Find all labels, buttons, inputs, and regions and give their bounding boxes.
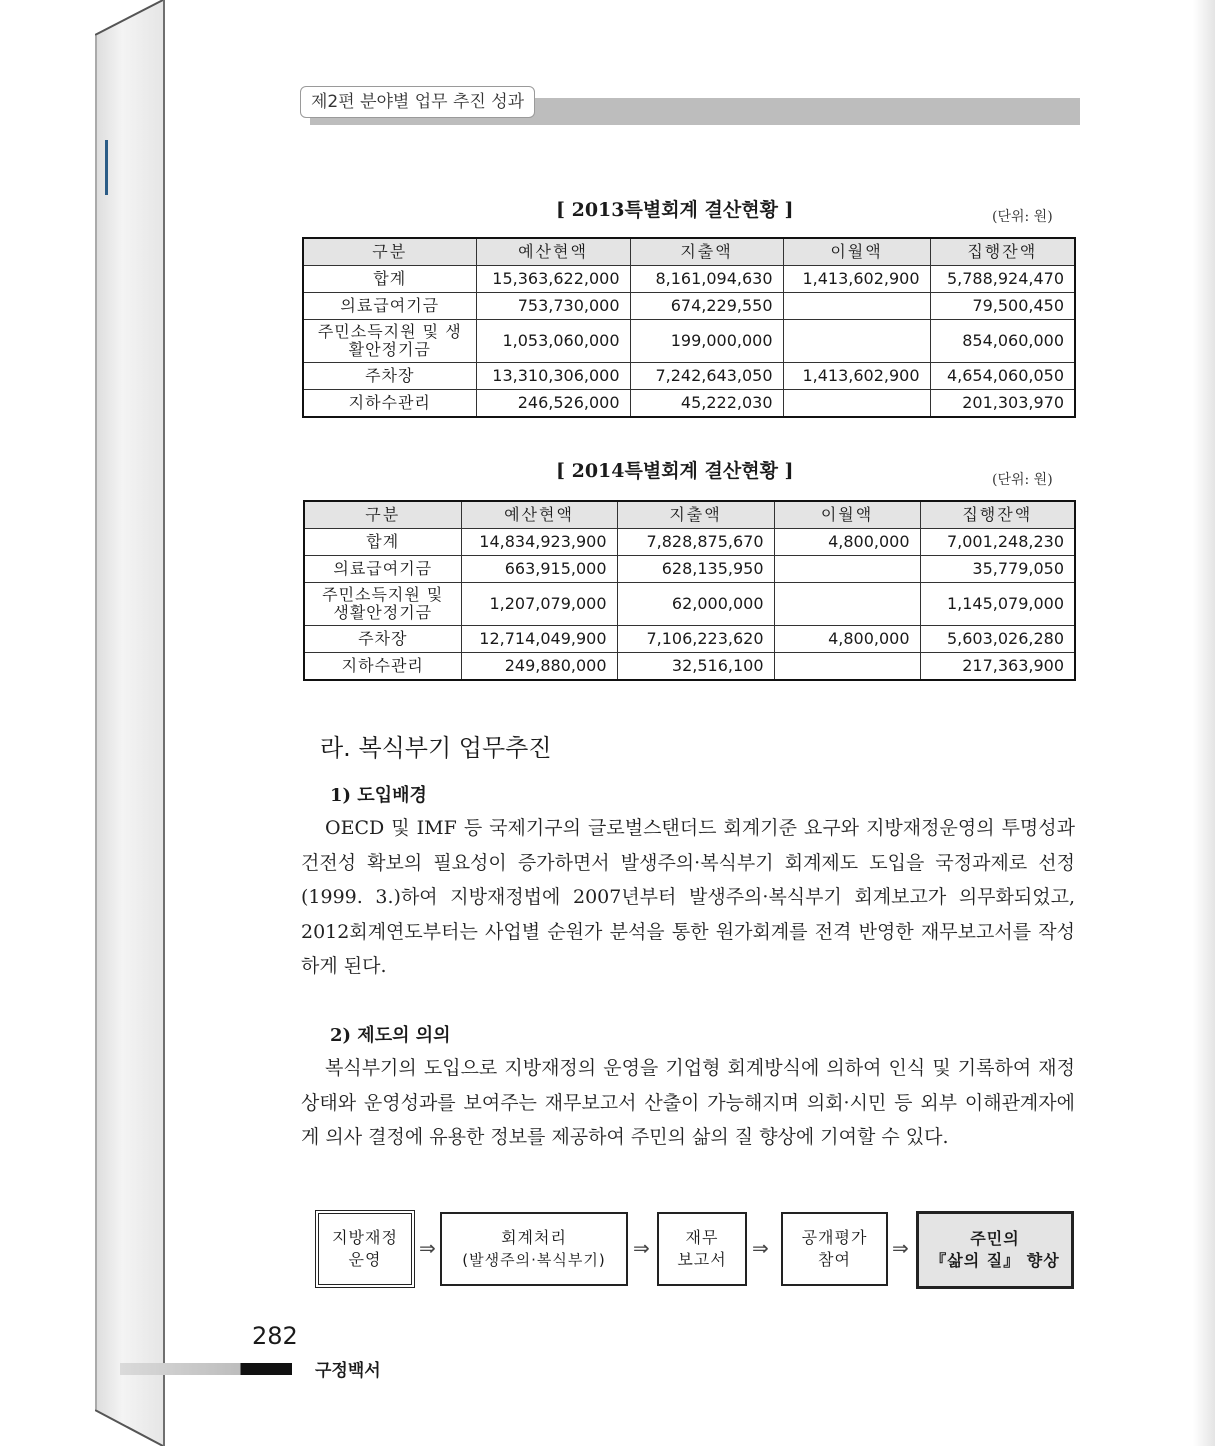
table-row: [303, 320, 1075, 363]
flow-box-quality-of-life: [916, 1211, 1074, 1289]
table-cell: 7,242,643,050: [630, 363, 783, 390]
table-cell: 4,654,060,050: [930, 363, 1075, 390]
table-cell: 7,001,248,230: [920, 529, 1075, 556]
chapter-title: 제2편 분야별 업무 추진 성과: [300, 86, 535, 118]
table-cell: 753,730,000: [476, 293, 630, 320]
column-header: 지출액: [630, 238, 783, 266]
flow-arrow-icon: ⇒: [892, 1236, 909, 1260]
table-cell: 8,161,094,630: [630, 266, 783, 293]
table-cell: 7,828,875,670: [617, 529, 774, 556]
table-cell: 주민소득지원 및 생활안정기금: [303, 320, 476, 363]
flow-text: 지방재정: [332, 1228, 398, 1247]
column-header: 이월액: [783, 238, 930, 266]
flow-box-financial-report: [657, 1212, 747, 1286]
table-cell: [783, 390, 930, 418]
table-cell: 지하수관리: [304, 653, 461, 681]
table-cell: 주민소득지원 및 생활안정기금: [304, 583, 461, 626]
flow-text: 공개평가: [801, 1228, 868, 1247]
column-header: 구분: [303, 238, 476, 266]
table-cell: 합계: [304, 529, 461, 556]
table-cell: 628,135,950: [617, 556, 774, 583]
table-cell: [774, 653, 920, 681]
table-cell: [783, 293, 930, 320]
table-row: [304, 653, 1075, 681]
table-row: [304, 529, 1075, 556]
paragraph-meaning: 복식부기의 도입으로 지방재정의 운영을 기업형 회계방식에 의하여 인식 및 기록하여 재정상태와 운영성과를 보여주는 재무보고서 산출이 가능해지며 의회·시민 등 외부 이해관계자에게 의사 결정에 유용한 정보를 제공하여 주민의 삶의 질 향상에 기여할 수 있다.: [301, 1057, 1075, 1148]
flow-text: 참여: [818, 1250, 851, 1269]
table-cell: 35,779,050: [920, 556, 1075, 583]
table-cell: 1,145,079,000: [920, 583, 1075, 626]
table-cell: 5,603,026,280: [920, 626, 1075, 653]
table-cell: 201,303,970: [930, 390, 1075, 418]
table-cell: [783, 320, 930, 363]
table-2014-unit: (단위: 원): [992, 472, 1053, 488]
table-row: [303, 293, 1075, 320]
column-header: 예산현액: [476, 238, 630, 266]
table-cell: 1,413,602,900: [783, 363, 930, 390]
table-cell: [774, 583, 920, 626]
table-row: [304, 583, 1075, 626]
page-number: 282: [252, 1322, 298, 1350]
table-cell: 15,363,622,000: [476, 266, 630, 293]
table-cell: 의료급여기금: [303, 293, 476, 320]
book-side: [95, 0, 163, 1446]
table-cell: 13,310,306,000: [476, 363, 630, 390]
table-cell: 217,363,900: [920, 653, 1075, 681]
flow-box-accounting: [440, 1212, 628, 1286]
table-row: [304, 556, 1075, 583]
flow-text: 운영: [348, 1250, 382, 1269]
flow-text: 재무: [685, 1228, 719, 1247]
flow-text: 『삶의 질』 향상: [930, 1251, 1060, 1270]
table-header-row: [303, 238, 1075, 266]
subsection-title-meaning: 2) 제도의 의의: [330, 1025, 451, 1046]
table-header-row: [304, 501, 1075, 529]
footer-bar: [120, 1363, 292, 1375]
table-row: [304, 626, 1075, 653]
table-cell: 7,106,223,620: [617, 626, 774, 653]
book-title: 구정백서: [315, 1361, 381, 1381]
table-2013-unit: (단위: 원): [992, 209, 1053, 225]
table-2014: [303, 500, 1076, 681]
column-header: 집행잔액: [920, 501, 1075, 529]
page-edge-shadow: [1193, 0, 1215, 1446]
table-cell: [774, 556, 920, 583]
table-cell: 지하수관리: [303, 390, 476, 418]
table-cell: 5,788,924,470: [930, 266, 1075, 293]
flow-text: 주민의: [970, 1229, 1020, 1248]
flow-text: 회계처리: [501, 1228, 567, 1247]
table-2013: [302, 237, 1076, 418]
table-row: [303, 390, 1075, 418]
table-cell: 79,500,450: [930, 293, 1075, 320]
table-cell: 12,714,049,900: [461, 626, 617, 653]
flow-arrow-icon: ⇒: [752, 1236, 769, 1260]
table-cell: 246,526,000: [476, 390, 630, 418]
flow-text: (발생주의·복식부기): [462, 1251, 606, 1269]
table-cell: 62,000,000: [617, 583, 774, 626]
table-cell: 249,880,000: [461, 653, 617, 681]
table-cell: 1,207,079,000: [461, 583, 617, 626]
subsection-title-background: 1) 도입배경: [330, 785, 427, 806]
table-cell: 854,060,000: [930, 320, 1075, 363]
table-cell: 14,834,923,900: [461, 529, 617, 556]
table-2013-caption: [ 2013특별회계 결산현황 ]: [556, 199, 794, 221]
flow-arrow-icon: ⇒: [633, 1236, 650, 1260]
table-cell: 의료급여기금: [304, 556, 461, 583]
table-cell: 199,000,000: [630, 320, 783, 363]
column-header: 구분: [304, 501, 461, 529]
spine-mark: [105, 140, 108, 195]
column-header: 예산현액: [461, 501, 617, 529]
flow-box-public-evaluation: [781, 1212, 888, 1286]
column-header: 집행잔액: [930, 238, 1075, 266]
table-cell: 합계: [303, 266, 476, 293]
flow-text: 보고서: [677, 1250, 727, 1269]
flow-arrow-icon: ⇒: [419, 1236, 436, 1260]
table-cell: 674,229,550: [630, 293, 783, 320]
table-cell: 663,915,000: [461, 556, 617, 583]
section-title: 라. 복식부기 업무추진: [320, 734, 552, 762]
table-cell: 1,053,060,000: [476, 320, 630, 363]
table-row: [303, 363, 1075, 390]
table-cell: 1,413,602,900: [783, 266, 930, 293]
table-cell: 4,800,000: [774, 626, 920, 653]
table-cell: 45,222,030: [630, 390, 783, 418]
table-cell: 주차장: [304, 626, 461, 653]
table-row: [303, 266, 1075, 293]
table-cell: 32,516,100: [617, 653, 774, 681]
column-header: 지출액: [617, 501, 774, 529]
flow-box-local-finance: [315, 1210, 415, 1288]
paragraph-background: OECD 및 IMF 등 국제기구의 글로벌스탠더드 회계기준 요구와 지방재정운영의 투명성과 건전성 확보의 필요성이 증가하면서 발생주의·복식부기 회계제도 도입을 국정과제로 선정(1999. 3.)하여 지방재정법에 2007년부터 발생주의·복식부기 회계보고가 의무화되었고, 2012회계연도부터는 사업별 순원가 분석을 통한 원가회계를 전격 반영한 재무보고서를 작성하게 된다.: [301, 817, 1075, 977]
table-2014-caption: [ 2014특별회계 결산현황 ]: [556, 460, 794, 482]
table-cell: 주차장: [303, 363, 476, 390]
table-cell: 4,800,000: [774, 529, 920, 556]
column-header: 이월액: [774, 501, 920, 529]
